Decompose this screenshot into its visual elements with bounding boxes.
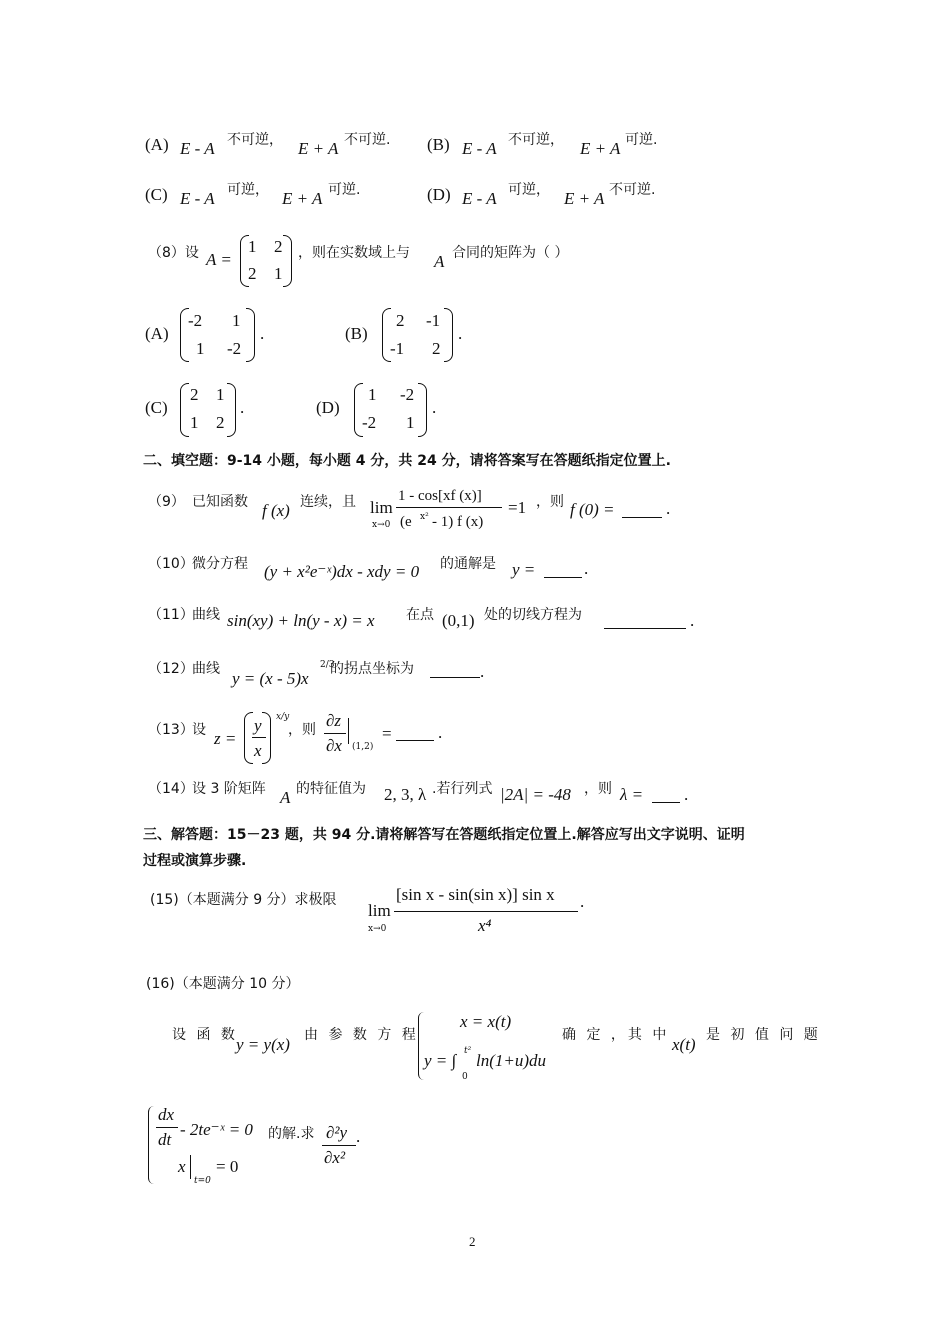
matrix-cell: 1 — [216, 385, 225, 404]
q14-text4: ，则 — [584, 781, 612, 797]
q13-eval-bar — [348, 718, 349, 744]
q8-text: ，则在实数域上与 — [298, 245, 410, 261]
q13-text1: 设 — [192, 722, 206, 738]
q13-eq: = — [382, 724, 392, 743]
q16-d2-denominator: ∂x² — [324, 1148, 346, 1167]
q16-xt: x(t) — [672, 1035, 696, 1054]
q14-determinant: |2A| = -48 — [500, 785, 571, 804]
q16-text4: 是 初 值 问 题 — [706, 1027, 821, 1043]
q16-end: . — [356, 1127, 361, 1146]
q16-initial-value-brace — [148, 1106, 155, 1184]
q11-end: . — [690, 611, 695, 630]
q15-lim-sub: x→0 — [368, 924, 387, 934]
q16-int-upper: t² — [464, 1046, 472, 1056]
q8-matrix-ref: A — [434, 252, 445, 271]
option-b-expr2: E + A — [580, 139, 621, 158]
q9-function: f (x) — [262, 501, 290, 520]
q9-denominator-2: - 1) f (x) — [432, 514, 484, 530]
q9-text2: 连续，且 — [300, 494, 356, 510]
option-c-expr2: E + A — [282, 189, 323, 208]
q14-number: （14） — [148, 781, 194, 797]
matrix-cell: -1 — [426, 311, 441, 330]
section-2-heading: 二、填空题：9-14 小题，每小题 4 分，共 24 分，请将答案写在答题纸指定位置上. — [143, 453, 671, 469]
matrix-cell: -2 — [188, 311, 203, 330]
q9-text1: 已知函数 — [192, 494, 248, 510]
q13-exponent: x/y — [276, 712, 290, 722]
q8-option-c-label: (C) — [145, 398, 168, 417]
q16-ic-dx: dx — [158, 1105, 175, 1124]
matrix-cell: 2 — [396, 311, 405, 330]
dot: . — [458, 324, 463, 343]
q11-text1: 曲线 — [192, 607, 220, 623]
section-3-heading: 三、解答题：15－23 题，共 94 分.请将解答写在答题纸指定位置上.解答应写出文字说明、证明 — [143, 827, 745, 843]
q12-text2: 的拐点坐标为 — [330, 661, 414, 677]
q8-matrix-right-paren — [283, 235, 292, 287]
section-3-heading-cont: 过程或演算步骤. — [143, 853, 247, 869]
q14-matrix: A — [280, 788, 291, 807]
q12-equation: y = (x - 5)x — [232, 669, 309, 688]
q11-text3: 处的切线方程为 — [484, 607, 582, 623]
q16-eq1: x = x(t) — [460, 1012, 512, 1031]
q8-text2: 合同的矩阵为（ ） — [452, 245, 569, 261]
q16-ic-x: x — [178, 1157, 186, 1176]
page-number: 2 — [469, 1234, 476, 1249]
q16-d2-bar — [322, 1145, 356, 1146]
q8-number: （8）设 — [148, 245, 199, 261]
option-a-text1: 不可逆， — [227, 132, 283, 148]
q13-answer-blank[interactable] — [396, 740, 434, 741]
dot: . — [240, 398, 245, 417]
matrix-cell: 1 — [190, 413, 199, 432]
option-a-label: (A) — [145, 135, 169, 154]
option-b-expr1: E - A — [462, 139, 497, 158]
option-d-label: (D) — [427, 185, 451, 204]
q15-lim: lim — [368, 901, 391, 920]
q16-eq2: y = ∫ — [424, 1051, 457, 1070]
q8-option-b-label: (B) — [345, 324, 368, 343]
q15-numerator: [sin x - sin(sin x)] sin x — [396, 885, 555, 904]
option-d-text1: 可逆， — [508, 182, 550, 198]
q16-number: (16)（本题满分 10 分） — [146, 976, 300, 992]
q13-left-paren — [244, 712, 253, 764]
q11-point: (0,1) — [442, 611, 475, 630]
q13-frac-numerator: y — [254, 716, 262, 735]
q13-partial-bar — [324, 733, 346, 734]
q16-ic-value: = 0 — [216, 1157, 239, 1176]
matrix-cell: 2 — [190, 385, 199, 404]
q14-text1: 设 3 阶矩阵 — [192, 781, 266, 797]
q8-matrix-cell: 1 — [274, 264, 283, 283]
q9-eq: =1 — [508, 498, 527, 517]
q10-answer-blank[interactable] — [544, 577, 582, 578]
q9-end: . — [666, 499, 671, 518]
q16-d2-numerator: ∂²y — [326, 1123, 348, 1142]
matrix-cell: 2 — [432, 339, 441, 358]
q13-partial-num: ∂z — [326, 711, 342, 730]
q13-text2: ，则 — [288, 722, 316, 738]
q9-number: （9） — [148, 494, 185, 510]
option-b-text2: 可逆. — [625, 132, 658, 148]
option-c-text2: 可逆. — [328, 182, 361, 198]
q16-ic-eval-point: t=0 — [194, 1176, 211, 1186]
q9-text3: ，则 — [536, 494, 564, 510]
option-a-text2: 不可逆. — [344, 132, 391, 148]
q16-eq2-integrand: ln(1+u)du — [476, 1051, 547, 1070]
matrix-right-paren — [444, 308, 453, 362]
q8-option-d-label: (D) — [316, 398, 340, 417]
q9-denominator: (e — [400, 514, 412, 530]
q13-right-paren — [262, 712, 271, 764]
q11-number: （11） — [148, 607, 194, 623]
option-d-text2: 不可逆. — [609, 182, 656, 198]
q14-text3: .若行列式 — [432, 781, 493, 797]
option-b-text1: 不可逆， — [508, 132, 564, 148]
matrix-cell: 1 — [232, 311, 241, 330]
q9-denom-sup: x² — [420, 512, 429, 522]
dot: . — [432, 398, 437, 417]
matrix-right-paren — [227, 383, 236, 437]
q16-function: y = y(x) — [236, 1035, 290, 1054]
q8-matrix-cell: 2 — [274, 237, 283, 256]
q10-end: . — [584, 559, 589, 578]
q15-fraction-bar — [394, 911, 578, 912]
q8-matrix-name: A = — [206, 250, 232, 269]
q16-ic-fraction-bar — [156, 1127, 178, 1128]
option-c-text1: 可逆， — [227, 182, 269, 198]
q14-answer: λ = — [620, 785, 644, 804]
option-c-expr1: E - A — [180, 189, 215, 208]
q8-matrix-cell: 2 — [248, 264, 257, 283]
q13-number: （13） — [148, 722, 194, 738]
matrix-cell: 1 — [368, 385, 377, 404]
q13-eval-point: (1,2) — [352, 742, 374, 752]
q9-numerator: 1 - cos[xf (x)] — [398, 488, 482, 504]
q11-equation: sin(xy) + ln(y - x) = x — [227, 611, 375, 630]
matrix-right-paren — [246, 308, 255, 362]
q16-int-lower: 0 — [462, 1072, 468, 1082]
q13-end: . — [438, 723, 443, 742]
q14-eigenvalues: 2, 3, λ — [384, 785, 427, 804]
q15-denominator: x⁴ — [478, 916, 492, 935]
q9-answer: f (0) = — [570, 500, 615, 519]
q12-end: . — [480, 662, 485, 681]
q9-fraction-bar — [396, 507, 502, 508]
option-d-expr1: E - A — [462, 189, 497, 208]
q14-text2: 的特征值为 — [296, 781, 366, 797]
option-a-expr1: E - A — [180, 139, 215, 158]
matrix-right-paren — [418, 383, 427, 437]
matrix-cell: -1 — [390, 339, 405, 358]
q10-text2: 的通解是 — [440, 556, 496, 572]
q8-matrix-cell: 1 — [248, 237, 257, 256]
q16-text1: 设 函 数 — [172, 1027, 238, 1043]
matrix-cell: 2 — [216, 413, 225, 432]
matrix-cell: -2 — [400, 385, 415, 404]
matrix-cell: -2 — [227, 339, 242, 358]
q16-text5: 的解.求 — [268, 1126, 315, 1142]
q12-answer-blank[interactable] — [430, 677, 480, 678]
q9-lim-sub: x→0 — [372, 520, 391, 530]
option-c-label: (C) — [145, 185, 168, 204]
q14-answer-blank[interactable] — [652, 802, 680, 803]
q16-text3: 确 定 ，其 中 — [562, 1027, 670, 1043]
q16-ic-equation: - 2te⁻ˣ = 0 — [180, 1120, 253, 1139]
q13-z: z = — [214, 729, 237, 748]
q13-partial-den: ∂x — [326, 736, 342, 755]
q15-number: (15)（本题满分 9 分）求极限 — [150, 892, 337, 908]
matrix-cell: -2 — [362, 413, 377, 432]
q13-frac-denominator: x — [254, 741, 262, 760]
q8-option-a-label: (A) — [145, 324, 169, 343]
q16-ic-dt: dt — [158, 1130, 172, 1149]
q9-answer-blank[interactable] — [622, 517, 662, 518]
dot: . — [260, 324, 265, 343]
q12-exponent: 2/3 — [320, 660, 335, 670]
option-d-expr2: E + A — [564, 189, 605, 208]
q12-number: （12） — [148, 661, 194, 677]
q10-text1: 微分方程 — [192, 556, 248, 572]
matrix-left-paren — [180, 383, 189, 437]
q16-text2: 由 参 数 方 程 — [304, 1027, 419, 1043]
q14-end: . — [684, 785, 689, 804]
matrix-cell: 1 — [406, 413, 415, 432]
option-b-label: (B) — [427, 135, 450, 154]
q15-end: . — [580, 892, 585, 911]
q11-text2: 在点 — [406, 607, 434, 623]
option-a-expr2: E + A — [298, 139, 339, 158]
q12-text1: 曲线 — [192, 661, 220, 677]
q9-lim: lim — [370, 498, 393, 517]
q11-answer-blank[interactable] — [604, 628, 686, 629]
q10-answer: y = — [512, 560, 536, 579]
q10-equation: (y + x²e⁻ˣ)dx - xdy = 0 — [264, 562, 420, 581]
q10-number: （10） — [148, 556, 194, 572]
q16-ic-eval-bar — [190, 1155, 191, 1179]
matrix-cell: 1 — [196, 339, 205, 358]
